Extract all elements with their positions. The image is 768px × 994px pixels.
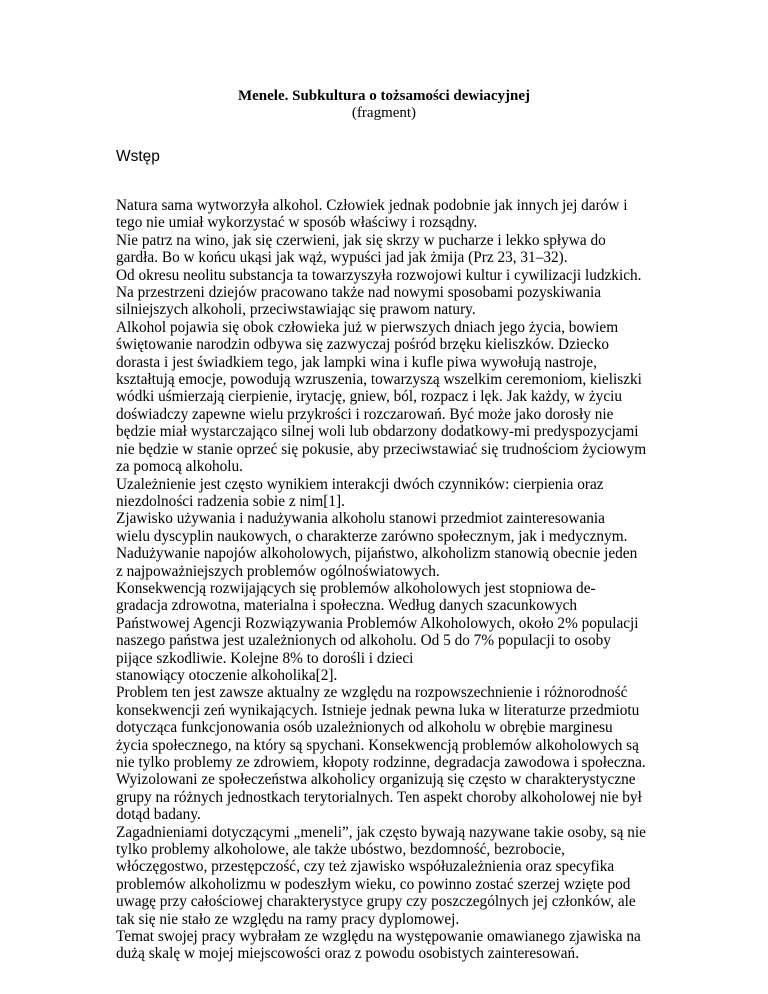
text-line: dorasta i jest świadkiem tego, jak lampki wina i kufle piwa wywołują nastroje, [116, 353, 597, 371]
text-line: dotąd badany. [116, 806, 201, 824]
text-line: za pomocą alkoholu. [116, 458, 244, 476]
text-line: z najpoważniejszych problemów ogólnoświatowych. [116, 562, 440, 580]
document-title: Menele. Subkultura o tożsamości dewiacyjnej [237, 88, 531, 104]
text-line: Temat swojej pracy wybrałam ze względu na występowanie omawianego zjawiska na [116, 928, 641, 946]
text-line: Państwowej Agencji Rozwiązywania Problemów Alkoholowych, około 2% populacji [116, 614, 639, 632]
text-line: kształtują emocje, powodują wzruszenia, towarzyszą wszelkim ceremoniom, kieliszki [116, 371, 642, 389]
text-line: Nie patrz na wino, jak się czerwieni, jak się skrzy w pucharze i lekko spływa do [116, 231, 606, 249]
section-heading: Wstęp [116, 148, 160, 165]
text-line: Alkohol pojawia się obok człowieka już w pierwszych dniach jego życia, bowiem [116, 318, 619, 336]
text-line: gradacja zdrowotna, materialna i społeczna. Według danych szacunkowych [116, 597, 578, 615]
text-line: niezdolności radzenia sobie z nim[1]. [116, 492, 345, 510]
text-line: Zagadnieniami dotyczącymi „meneli”, jak często bywają nazywane takie osoby, są nie [116, 823, 646, 841]
text-line: Problem ten jest zawsze aktualny ze względu na rozpowszechnienie i różnorodność [116, 684, 628, 702]
text-line: dużą skalę w mojej miejscowości oraz z powodu osobistych zainteresowań. [116, 945, 580, 963]
body-text [116, 197, 676, 963]
text-line: wódki uśmierzają cierpienie, irytację, gniew, ból, rozpacz i lęk. Jak każdy, w życiu [116, 388, 623, 406]
text-line: pijące szkodliwie. Kolejne 8% to dorośli i dzieci [116, 649, 414, 667]
text-line: wielu dyscyplin naukowych, o charakterze zarówno społecznym, jak i medycznym. [116, 527, 628, 545]
text-line: tylko problemy alkoholowe, ale także ubóstwo, bezdomność, bezrobocie, [116, 841, 566, 859]
text-line: świętowanie narodzin odbywa się zazwyczaj pośród brzęku kieliszków. Dziecko [116, 336, 610, 354]
text-line: konsekwencji zeń wynikających. Istnieje jednak pewna luka w literaturze przedmiotu [116, 701, 640, 719]
text-line: Natura sama wytworzyła alkohol. Człowiek jednak podobnie jak innych jej darów i [116, 197, 628, 214]
text-line: Na przestrzeni dziejów pracowano także nad nowymi sposobami pozyskiwania [116, 284, 602, 302]
text-line: Uzależnienie jest często wynikiem interakcji dwóch czynników: cierpienia oraz [116, 475, 604, 493]
text-line: nie tylko problemy ze zdrowiem, kłopoty rodzinne, degradacja zawodowa i społeczna. [116, 754, 646, 771]
text-line: życia społecznego, na który są spychani. Konsekwencją problemów alkoholowych są [116, 736, 639, 754]
text-line: włóczęgostwo, przestępczość, czy też zjawisko współuzależnienia oraz specyfika [116, 858, 615, 876]
text-line: Zjawisko używania i nadużywania alkoholu stanowi przedmiot zainteresowania [116, 510, 605, 528]
text-line: gardła. Bo w końcu ukąsi jak wąż, wypuści jad jak żmija (Prz 23, 31–32). [116, 249, 568, 267]
text-line: doświadczy zapewne wielu przykrości i rozczarowań. Być może jako dorosły nie [116, 405, 614, 423]
text-line: stanowiący otoczenie alkoholika[2]. [116, 666, 338, 684]
text-line: grupy na różnych jednostkach terytorialnych. Ten aspekt choroby alkoholowej nie był [116, 788, 642, 806]
text-line: tego nie umiał wykorzystać w sposób właściwy i rozsądny. [116, 214, 478, 232]
document-subtitle: (fragment) [351, 105, 417, 121]
text-line: Nadużywanie napojów alkoholowych, pijaństwo, alkoholizm stanowią obecnie jeden [116, 545, 638, 563]
text-line: tak się nie stało ze względu na ramy pracy dyplomowej. [116, 910, 460, 928]
text-line: nie będzie w stanie oprzeć się pokusie, aby przeciwstawiać się trudnościom życiowym [116, 440, 647, 458]
text-line: Od okresu neolitu substancja ta towarzyszyła rozwojowi kultur i cywilizacji ludzkich. [116, 266, 642, 284]
text-line: silniejszych alkoholi, przeciwstawiając się prawom natury. [116, 301, 476, 319]
text-line: dotycząca funkcjonowania osób uzależnionych od alkoholu w obrębie marginesu [116, 719, 613, 737]
text-line: uwagę przy całościowej charakterystyce grupy czy poszczególnych jej członków, ale [116, 893, 636, 911]
text-line: będzie miał wystarczająco silnej woli lub obdarzony dodatkowy-mi predyspozycjami [116, 423, 639, 441]
text-line: Wyizolowani ze społeczeństwa alkoholicy organizują się często w charakterystyczne [116, 771, 636, 789]
text-line: problemów alkoholizmu w podeszłym wieku, co powinno zostać szerzej wzięte pod [116, 875, 631, 893]
title-block [0, 88, 768, 122]
text-line: naszego państwa jest uzależnionych od alkoholu. Od 5 do 7% populacji to osoby [116, 632, 611, 650]
text-line: Konsekwencją rozwijających się problemów alkoholowych jest stopniowa de- [116, 579, 596, 597]
